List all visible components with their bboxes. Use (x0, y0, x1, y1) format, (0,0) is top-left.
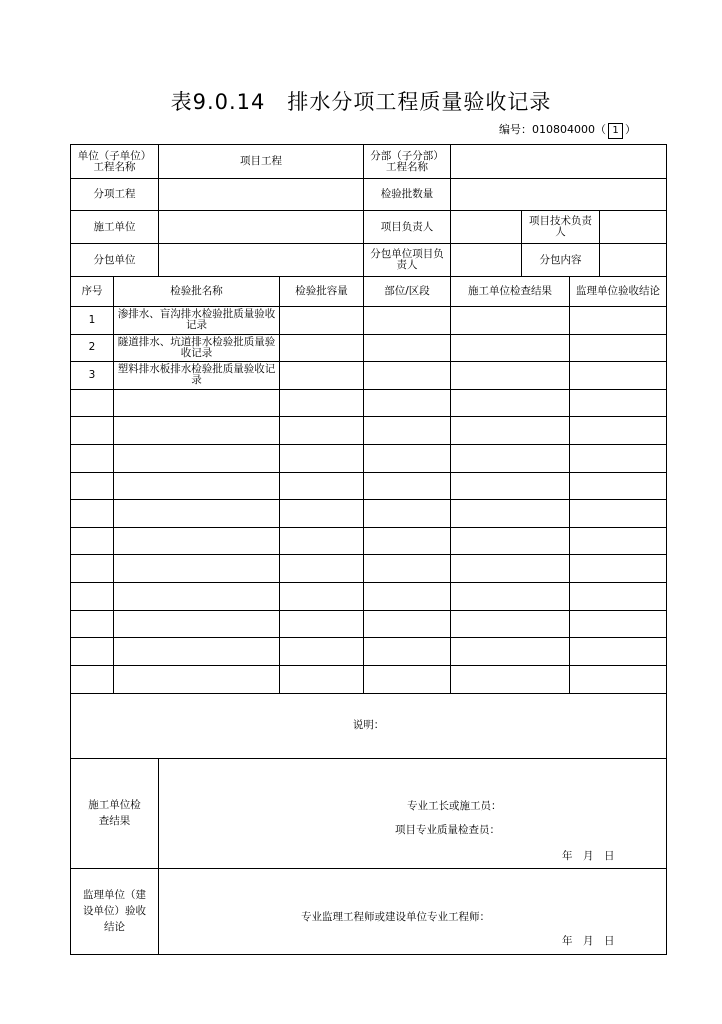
col-header-name: 检验批名称 (114, 277, 280, 307)
col-header-construction-result: 施工单位检查结果 (451, 277, 570, 307)
row-batch-name[interactable] (114, 444, 280, 472)
row-construction-result[interactable] (451, 638, 570, 666)
row-construction-result[interactable] (451, 665, 570, 693)
form-code (499, 121, 636, 139)
row-supervision-result[interactable] (570, 582, 667, 610)
tech-lead-value[interactable] (600, 211, 667, 244)
row-capacity[interactable] (280, 610, 364, 638)
table-row (71, 334, 667, 362)
row-supervision-result[interactable] (570, 444, 667, 472)
row-batch-name[interactable] (114, 638, 280, 666)
row-batch-name[interactable]: 塑料排水板排水检验批质量验收记录 (114, 362, 280, 390)
batch-qty-label: 检验批数量 (364, 179, 451, 211)
supervision-check-cell[interactable] (159, 868, 667, 954)
row-supervision-result[interactable] (570, 389, 667, 417)
constructor-value[interactable] (159, 211, 364, 244)
row-no (71, 472, 114, 500)
row-no (71, 610, 114, 638)
row-supervision-result[interactable] (570, 334, 667, 362)
table-header-row (71, 277, 667, 307)
row-location[interactable] (364, 638, 451, 666)
subcontractor-value[interactable] (159, 244, 364, 277)
subcontractor-label: 分包单位 (71, 244, 159, 277)
table-row (71, 417, 667, 445)
row-construction-result[interactable] (451, 444, 570, 472)
row-capacity[interactable] (280, 334, 364, 362)
row-no (71, 389, 114, 417)
table-row (71, 362, 667, 390)
row-batch-name[interactable] (114, 472, 280, 500)
sub-manager-label: 分包单位项目负责人 (364, 244, 451, 277)
row-construction-result[interactable] (451, 307, 570, 335)
row-supervision-result[interactable] (570, 555, 667, 583)
table-row (71, 472, 667, 500)
row-no (71, 638, 114, 666)
foreman-signature-label: 专业工长或施工员： (407, 799, 502, 812)
row-location[interactable] (364, 362, 451, 390)
row-no: 1 (71, 307, 114, 335)
table-row (71, 610, 667, 638)
form-code-prefix: 编号：010804000（ (499, 123, 606, 136)
row-no (71, 665, 114, 693)
col-header-no: 序号 (71, 277, 114, 307)
subpart-name-value[interactable] (451, 145, 667, 179)
row-supervision-result[interactable] (570, 610, 667, 638)
project-manager-label: 项目负责人 (364, 211, 451, 244)
row-construction-result[interactable] (451, 472, 570, 500)
row-capacity[interactable] (280, 389, 364, 417)
form-code-box: 1 (608, 123, 623, 139)
row-no (71, 527, 114, 555)
row-location[interactable] (364, 665, 451, 693)
row-location[interactable] (364, 610, 451, 638)
table-row (71, 582, 667, 610)
row-supervision-result[interactable] (570, 500, 667, 528)
row-supervision-result[interactable] (570, 472, 667, 500)
row-capacity[interactable] (280, 472, 364, 500)
row-capacity[interactable] (280, 638, 364, 666)
row-capacity[interactable] (280, 527, 364, 555)
row-no: 3 (71, 362, 114, 390)
sub-content-label: 分包内容 (522, 244, 600, 277)
row-batch-name[interactable] (114, 610, 280, 638)
row-batch-name[interactable] (114, 665, 280, 693)
engineer-signature-label: 专业监理工程师或建设单位专业工程师： (301, 910, 490, 923)
col-header-capacity: 检验批容量 (280, 277, 364, 307)
table-row (71, 555, 667, 583)
row-construction-result[interactable] (451, 417, 570, 445)
row-batch-name[interactable] (114, 417, 280, 445)
row-no: 2 (71, 334, 114, 362)
supervision-date-label: 年 月 日 (562, 934, 615, 947)
row-no (71, 582, 114, 610)
inspector-signature-label: 项目专业质量检查员： (395, 823, 500, 836)
row-capacity[interactable] (280, 444, 364, 472)
row-location[interactable] (364, 417, 451, 445)
row-location[interactable] (364, 472, 451, 500)
table-row (71, 444, 667, 472)
row-construction-result[interactable] (451, 582, 570, 610)
row-construction-result[interactable] (451, 362, 570, 390)
row-capacity[interactable] (280, 307, 364, 335)
row-construction-result[interactable] (451, 389, 570, 417)
row-capacity[interactable] (280, 555, 364, 583)
row-location[interactable] (364, 389, 451, 417)
table-row (71, 500, 667, 528)
table-row (71, 665, 667, 693)
subpart-name-label: 分部（子分部）工程名称 (364, 145, 451, 179)
table-row (71, 527, 667, 555)
row-capacity[interactable] (280, 362, 364, 390)
row-no (71, 555, 114, 583)
row-batch-name[interactable] (114, 389, 280, 417)
supervision-check-label: 监理单位（建设单位）验收结论 (71, 868, 159, 954)
unit-name-value[interactable]: 项目工程 (159, 145, 364, 179)
col-header-location: 部位/区段 (364, 277, 451, 307)
row-construction-result[interactable] (451, 334, 570, 362)
row-supervision-result[interactable] (570, 417, 667, 445)
row-no (71, 444, 114, 472)
table-row (71, 389, 667, 417)
row-capacity[interactable] (280, 500, 364, 528)
subitem-value[interactable] (159, 179, 364, 211)
row-capacity[interactable] (280, 582, 364, 610)
row-supervision-result[interactable] (570, 665, 667, 693)
note-label: 说明： (352, 719, 385, 732)
row-supervision-result[interactable] (570, 362, 667, 390)
note-cell[interactable] (71, 693, 667, 758)
row-location[interactable] (364, 582, 451, 610)
sub-content-value[interactable] (600, 244, 667, 277)
row-construction-result[interactable] (451, 610, 570, 638)
row-supervision-result[interactable] (570, 307, 667, 335)
row-batch-name[interactable] (114, 527, 280, 555)
row-batch-name[interactable] (114, 582, 280, 610)
sub-manager-value[interactable] (451, 244, 522, 277)
row-location[interactable] (364, 307, 451, 335)
row-construction-result[interactable] (451, 527, 570, 555)
row-construction-result[interactable] (451, 500, 570, 528)
row-batch-name[interactable] (114, 500, 280, 528)
row-location[interactable] (364, 500, 451, 528)
project-manager-value[interactable] (451, 211, 522, 244)
row-capacity[interactable] (280, 417, 364, 445)
row-batch-name[interactable] (114, 555, 280, 583)
row-no (71, 500, 114, 528)
row-no (71, 417, 114, 445)
subitem-label: 分项工程 (71, 179, 159, 211)
row-batch-name[interactable]: 隧道排水、坑道排水检验批质量验收记录 (114, 334, 280, 362)
table-row (71, 307, 667, 335)
construction-check-label: 施工单位检查结果 (71, 758, 159, 868)
form-code-suffix: ） (625, 123, 636, 136)
row-location[interactable] (364, 444, 451, 472)
batch-qty-value[interactable] (451, 179, 667, 211)
row-location[interactable] (364, 334, 451, 362)
page-title: 表9.0.14 排水分项工程质量验收记录 (170, 90, 552, 114)
row-capacity[interactable] (280, 665, 364, 693)
row-location[interactable] (364, 555, 451, 583)
construction-date-label: 年 月 日 (562, 849, 615, 862)
row-supervision-result[interactable] (570, 527, 667, 555)
row-batch-name[interactable]: 渗排水、盲沟排水检验批质量验收记录 (114, 307, 280, 335)
row-location[interactable] (364, 527, 451, 555)
unit-name-label: 单位（子单位）工程名称 (71, 145, 159, 179)
row-supervision-result[interactable] (570, 638, 667, 666)
construction-check-cell[interactable] (159, 758, 667, 868)
constructor-label: 施工单位 (71, 211, 159, 244)
tech-lead-label: 项目技术负责人 (522, 211, 600, 244)
row-construction-result[interactable] (451, 555, 570, 583)
col-header-supervision-result: 监理单位验收结论 (570, 277, 667, 307)
table-row (71, 638, 667, 666)
acceptance-form (70, 144, 667, 955)
